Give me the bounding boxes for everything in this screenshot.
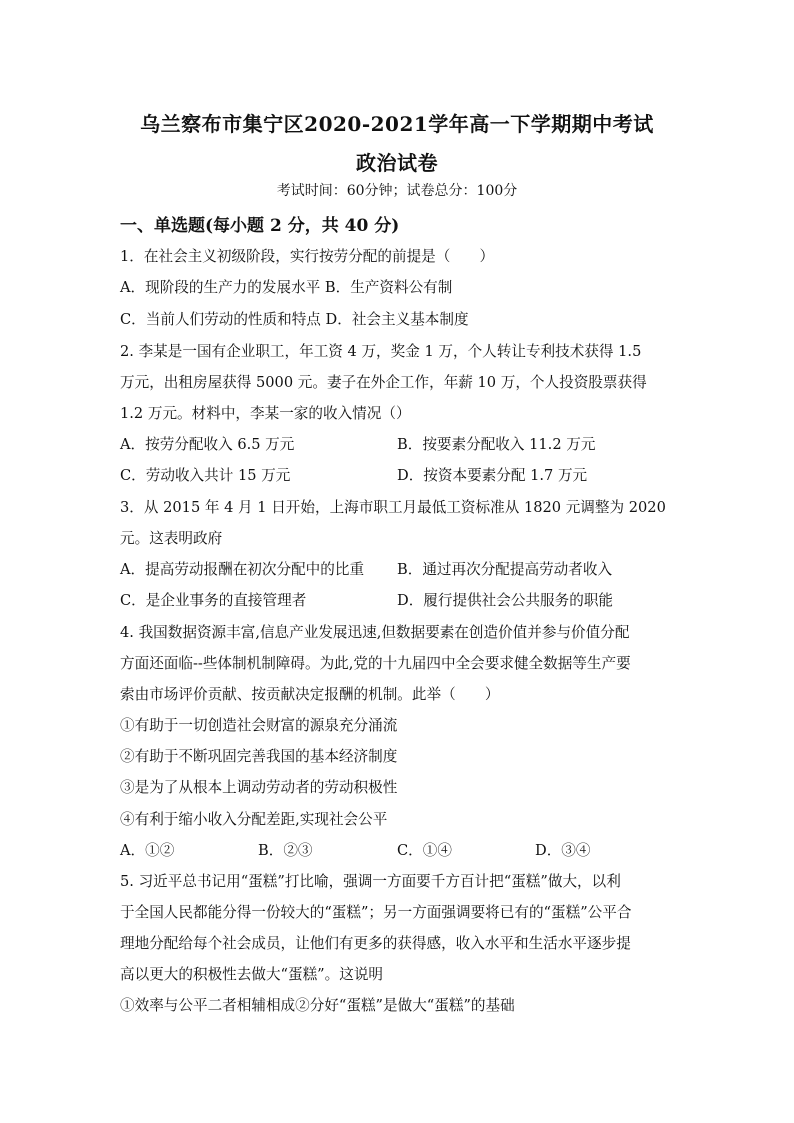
q4-item: ②有助于不断巩固完善我国的基本经济制度 <box>120 748 398 765</box>
q4-item: ①有助于一切创造社会财富的源泉充分涌流 <box>120 717 398 734</box>
section-heading: 一、单选题(每小题 2 分，共 40 分) <box>120 216 400 236</box>
q3-option-b: B．通过再次分配提高劳动者收入 <box>397 561 613 578</box>
q3-stem-line: 元。这表明政府 <box>120 530 223 547</box>
exam-subtitle: 政治试卷 <box>356 151 438 175</box>
q1-options-ab: A．现阶段的生产力的发展水平 B．生产资料公有制 <box>120 279 453 296</box>
q4-item: ④有利于缩小收入分配差距,实现社会公平 <box>120 811 388 828</box>
q4-option-c: C．①④ <box>397 842 452 859</box>
q5-stem-line: 5. 习近平总书记用“蛋糕”打比喻，强调一方面要千方百计把“蛋糕”做大，以利 <box>120 873 621 890</box>
q4-option-d: D．③④ <box>535 842 591 859</box>
q2-option-a: A．按劳分配收入 6.5 万元 <box>120 436 295 453</box>
q5-stem-line: 高以更大的积极性去做大“蛋糕”。这说明 <box>120 966 384 983</box>
q5-item: ①效率与公平二者相辅相成②分好“蛋糕”是做大“蛋糕”的基础 <box>120 997 515 1014</box>
q1-stem: 1．在社会主义初级阶段，实行按劳分配的前提是（ ） <box>120 248 495 265</box>
q3-stem-line: 3．从 2015 年 4 月 1 日开始，上海市职工月最低工资标准从 1820 元调整为 2020 <box>120 499 666 516</box>
q4-stem-line: 方面还面临--些体制机制障碍。为此,党的十九届四中全会要求健全数据等生产要 <box>120 655 631 672</box>
q4-item: ③是为了从根本上调动劳动者的劳动积极性 <box>120 779 398 796</box>
q3-option-d: D．履行提供社会公共服务的职能 <box>397 592 614 609</box>
q5-stem-line: 理地分配给每个社会成员，让他们有更多的获得感，收入水平和生活水平逐步提 <box>120 935 631 952</box>
exam-info: 考试时间：60分钟；试卷总分：100分 <box>276 183 518 199</box>
q3-option-c: C．是企业事务的直接管理者 <box>120 592 307 609</box>
q5-stem-line: 于全国人民都能分得一份较大的“蛋糕”；另一方面强调要将已有的“蛋糕”公平合 <box>120 904 632 921</box>
q2-option-c: C．劳动收入共计 15 万元 <box>120 467 291 484</box>
q2-stem-line: 2. 李某是一国有企业职工，年工资 4 万，奖金 1 万，个人转让专利技术获得 1.5 <box>120 343 642 360</box>
q1-options-cd: C．当前人们劳动的性质和特点 D．社会主义基本制度 <box>120 311 469 328</box>
q4-option-a: A．①② <box>120 842 175 859</box>
q2-stem-line: 万元，出租房屋获得 5000 元。妻子在外企工作，年薪 10 万，个人投资股票获得 <box>120 374 647 391</box>
q4-option-b: B．②③ <box>258 842 313 859</box>
q2-option-b: B．按要素分配收入 11.2 万元 <box>397 436 596 453</box>
q4-stem-line: 4. 我国数据资源丰富,信息产业发展迅速,但数据要素在创造价值并参与价值分配 <box>120 624 630 641</box>
q2-stem-line: 1.2 万元。材料中，李某一家的收入情况（） <box>120 405 411 422</box>
q4-stem-line: 索由市场评价贡献、按贡献决定报酬的机制。此举（ ） <box>120 686 500 703</box>
q2-option-d: D．按资本要素分配 1.7 万元 <box>397 467 588 484</box>
q3-option-a: A．提高劳动报酬在初次分配中的比重 <box>120 561 365 578</box>
exam-title: 乌兰察布市集宁区2020-2021学年高一下学期期中考试 <box>140 112 654 136</box>
